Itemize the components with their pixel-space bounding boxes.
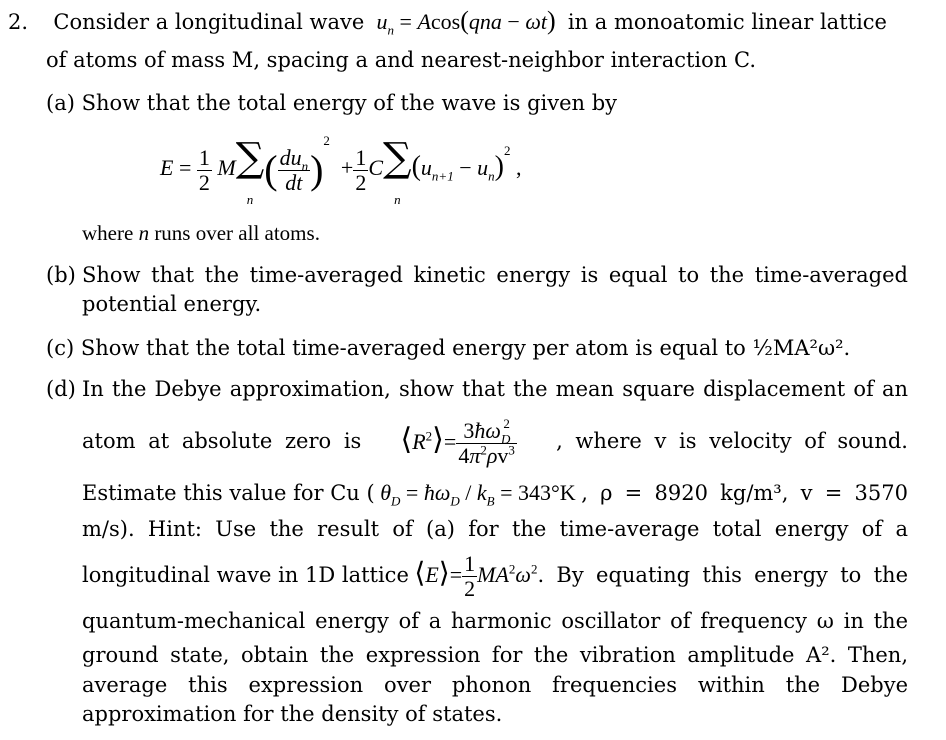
part-b-line1: Show that the time-averaged kinetic energy is equal to the time-averaged [82, 263, 908, 287]
wave-formula: $u_n = Acos(qna - \omega t)$ [376, 6, 556, 38]
part-d-line4: m/s). Hint: Use the result of (a) for the time-average total energy of a [82, 517, 908, 541]
part-d-line9: approximation for the density of states. [82, 702, 503, 726]
part-b-line2-row [82, 291, 261, 317]
part-d-line7: ground state, obtain the expression for the vibration amplitude A². Then, [82, 643, 908, 667]
part-a [46, 90, 617, 116]
where-var: n [138, 221, 150, 245]
problem-number: 2. [8, 10, 29, 34]
part-d-line3 [82, 480, 908, 509]
problem-header-line [8, 6, 887, 38]
where-line [82, 220, 320, 246]
intro-line-2 [46, 47, 756, 73]
part-d-line2 [82, 410, 908, 472]
part-d-line5 [82, 546, 908, 603]
part-d-line5-post: . By equating this energy to the [537, 562, 908, 587]
where-pre: where [82, 221, 134, 245]
part-a-text: Show that the total energy of the wave is given by [81, 91, 618, 115]
intro-text-post: in a monoatomic linear lattice [567, 10, 887, 34]
debye-formula: $\theta_D$ = $ħ\omega_D / k_B = 343^\circ K$ [380, 480, 582, 509]
part-d-line2-pre: atom at absolute zero is [82, 429, 362, 453]
msd-formula: $⟨R^2⟩=$ $\frac{3ħ\omega_D^2}{4\pi^2\rho v^3}$ [400, 416, 515, 469]
part-d-line5-pre: longitudinal wave in 1D lattice [82, 562, 409, 587]
part-a-label: (a) [46, 91, 75, 115]
part-d-line2-post: , where v is velocity of sound. [556, 429, 908, 453]
part-d-line6: quantum-mechanical energy of a harmonic oscillator of frequency ω in the [82, 609, 908, 633]
part-b-line2: potential energy. [82, 292, 262, 316]
part-d-label: (d) [46, 377, 76, 401]
part-b-label: (b) [46, 263, 76, 287]
intro-text-pre: Consider a longitudinal wave [53, 10, 365, 34]
part-d-line1: In the Debye approximation, show that the mean square displacement of an [82, 377, 908, 401]
part-c-label: (c) [46, 336, 75, 360]
part-d-line3-pre: Estimate this value for Cu ( [82, 481, 375, 505]
part-c-text: Show that the total time-averaged energy per atom is equal to ½MA²ω². [80, 336, 851, 360]
part-d [46, 376, 908, 402]
where-post: runs over all atoms. [154, 221, 320, 245]
part-d-line8: average this expression over phonon frequencies within the Debye [82, 673, 908, 697]
intro-text-line2: of atoms of mass M, spacing a and nearest-neighbor interaction C. [46, 48, 756, 72]
part-b [46, 262, 908, 288]
part-c [46, 335, 850, 361]
energy-formula: E = $\frac{1}{2}$ M∑ n ( $\frac{du_n}{dt}$ )$^2$ + $\frac{1}{2}$ C∑ n $(u_{n+1} - u_n)^2$ , [160, 132, 522, 207]
avg-energy-formula: ⟨E⟩= $\frac{1}{2}$ $MA^2\omega^2$ [414, 551, 538, 602]
part-d-line3-post: , ρ = 8920 kg/m³, v = 3570 [581, 481, 908, 505]
